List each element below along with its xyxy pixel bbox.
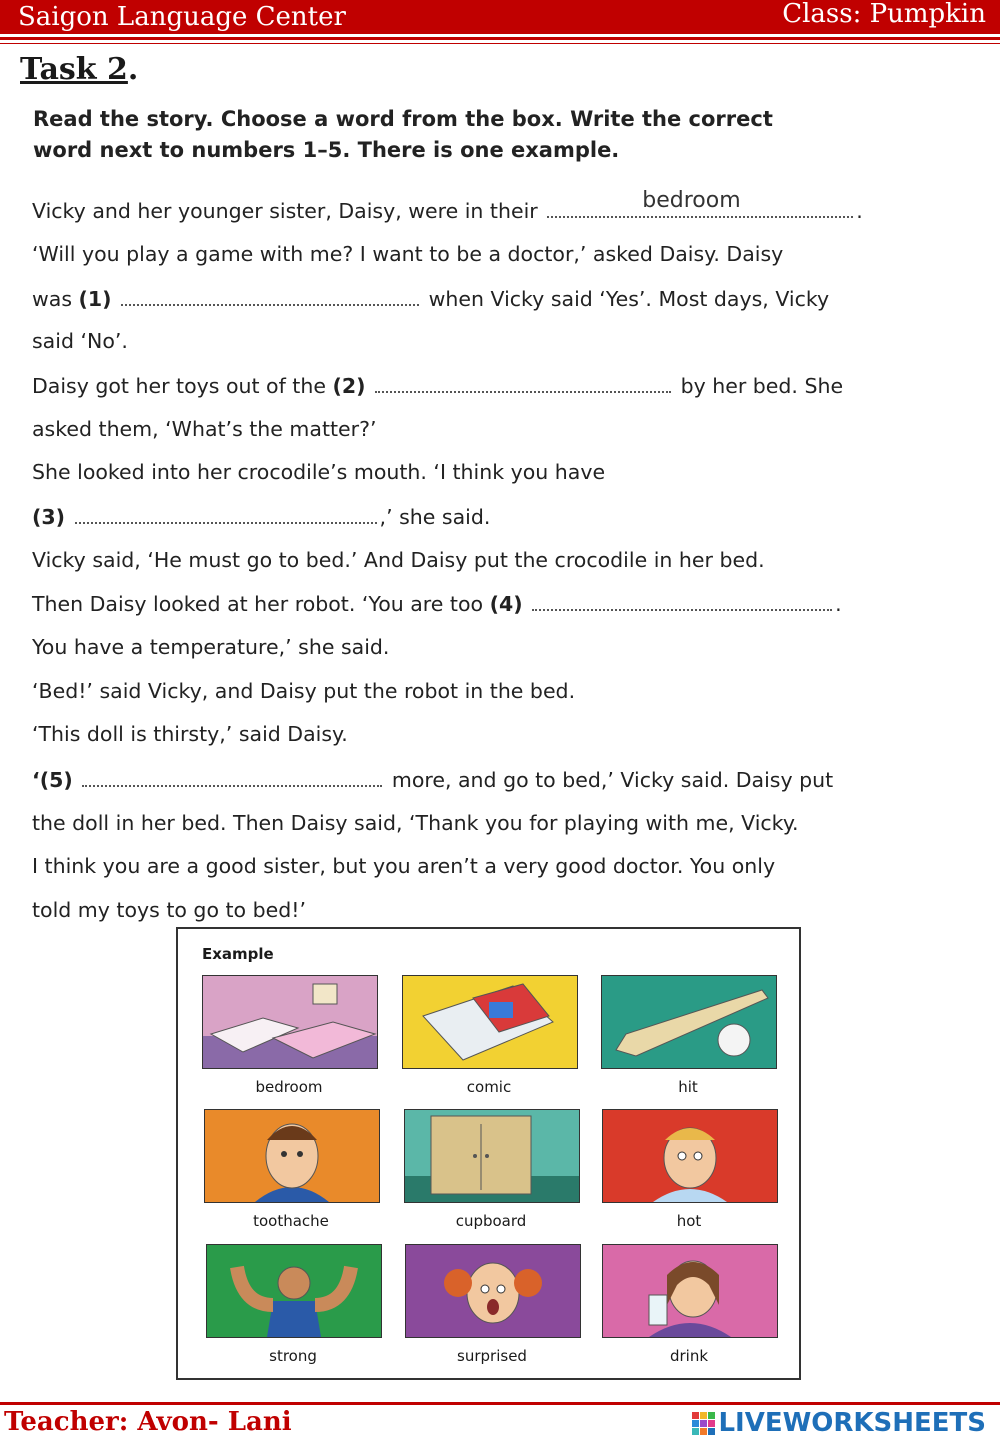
word-label: toothache <box>253 1212 329 1230</box>
story-line-11: You have a temperature,’ she said. <box>32 635 390 659</box>
word-card-drink <box>602 1244 776 1365</box>
story-line-17: told my toys to go to bed!’ <box>32 898 306 922</box>
comic-picture <box>402 975 578 1069</box>
class-name: Class: Pumpkin <box>782 0 986 29</box>
brand-text: LIVEWORKSHEETS <box>718 1408 986 1438</box>
example-answer: bedroom <box>642 188 741 213</box>
word-label: bedroom <box>255 1078 323 1096</box>
question-4-number: (4) <box>489 592 523 616</box>
answer-1-field[interactable] <box>121 286 419 306</box>
story-line-14: ‘(5) more, and go to bed,’ Vicky said. Daisy put <box>32 768 834 792</box>
word-label: hot <box>676 1212 702 1230</box>
story-line-2: ‘Will you play a game with me? I want to be a doctor,’ asked Daisy. Daisy <box>32 242 784 266</box>
page-header <box>0 0 1000 34</box>
story-line-15: the doll in her bed. Then Daisy said, ‘Thank you for playing with me, Vicky. <box>32 811 799 835</box>
story-line-9: Vicky said, ‘He must go to bed.’ And Daisy put the crocodile in her bed. <box>32 548 765 572</box>
bedroom-picture <box>202 975 378 1069</box>
story-line-1: Vicky and her younger sister, Daisy, were in their bedroom . <box>32 188 863 223</box>
question-5-number: ‘(5) <box>32 768 73 792</box>
word-label: drink <box>669 1347 709 1365</box>
story-line-13: ‘This doll is thirsty,’ said Daisy. <box>32 722 348 746</box>
question-1-number: (1) <box>78 287 112 311</box>
instructions-line-1: Read the story. Choose a word from the box. Write the correct <box>33 107 773 131</box>
liveworksheets-logo-icon <box>692 1412 715 1435</box>
word-label: strong <box>269 1347 317 1365</box>
surprised-picture <box>405 1244 581 1338</box>
word-box <box>176 927 801 1380</box>
word-label: surprised <box>457 1347 527 1365</box>
hit-picture <box>601 975 777 1069</box>
answer-4-field[interactable] <box>532 591 832 611</box>
word-card-cupboard <box>404 1109 578 1230</box>
question-2-number: (2) <box>332 374 366 398</box>
cupboard-picture <box>404 1109 580 1203</box>
word-label: cupboard <box>455 1212 527 1230</box>
answer-3-field[interactable] <box>75 504 377 524</box>
story-line-8: (3) ,’ she said. <box>32 505 491 529</box>
strong-picture <box>206 1244 382 1338</box>
footer-divider <box>0 1402 1000 1405</box>
story-line-5: Daisy got her toys out of the (2) by her bed. She <box>32 374 844 398</box>
drink-picture <box>602 1244 778 1338</box>
word-card-hot <box>602 1109 776 1230</box>
story-line-10: Then Daisy looked at her robot. ‘You are too (4) . <box>32 592 842 616</box>
task-title: Task 2. <box>20 52 139 87</box>
hot-picture <box>602 1109 778 1203</box>
liveworksheets-brand[interactable] <box>692 1408 986 1438</box>
word-card-strong <box>206 1244 380 1365</box>
word-label: hit <box>678 1078 698 1096</box>
school-name: Saigon Language Center <box>18 2 346 32</box>
story-line-6: asked them, ‘What’s the matter?’ <box>32 417 377 441</box>
answer-5-field[interactable] <box>82 767 382 787</box>
word-card-hit <box>601 975 775 1096</box>
word-label: comic <box>466 1078 512 1096</box>
word-card-surprised <box>405 1244 579 1365</box>
word-card-bedroom <box>202 975 376 1096</box>
story-line-12: ‘Bed!’ said Vicky, and Daisy put the robot in the bed. <box>32 679 576 703</box>
toothache-picture <box>204 1109 380 1203</box>
teacher-name: Teacher: Avon- Lani <box>4 1407 292 1437</box>
story-line-16: I think you are a good sister, but you aren’t a very good doctor. You only <box>32 854 776 878</box>
story-line-4: said ‘No’. <box>32 329 128 353</box>
example-answer-field <box>547 188 853 218</box>
instructions-line-2: word next to numbers 1–5. There is one example. <box>33 138 620 162</box>
story-line-3: was (1) when Vicky said ‘Yes’. Most days, Vicky <box>32 287 830 311</box>
word-card-comic <box>402 975 576 1096</box>
story-line-7: She looked into her crocodile’s mouth. ‘I think you have <box>32 460 606 484</box>
example-label: Example <box>202 945 274 963</box>
instructions <box>33 104 933 166</box>
word-card-toothache <box>204 1109 378 1230</box>
header-divider-thin <box>0 43 1000 44</box>
question-3-number: (3) <box>32 505 66 529</box>
answer-2-field[interactable] <box>375 373 671 393</box>
header-divider-thick <box>0 37 1000 40</box>
